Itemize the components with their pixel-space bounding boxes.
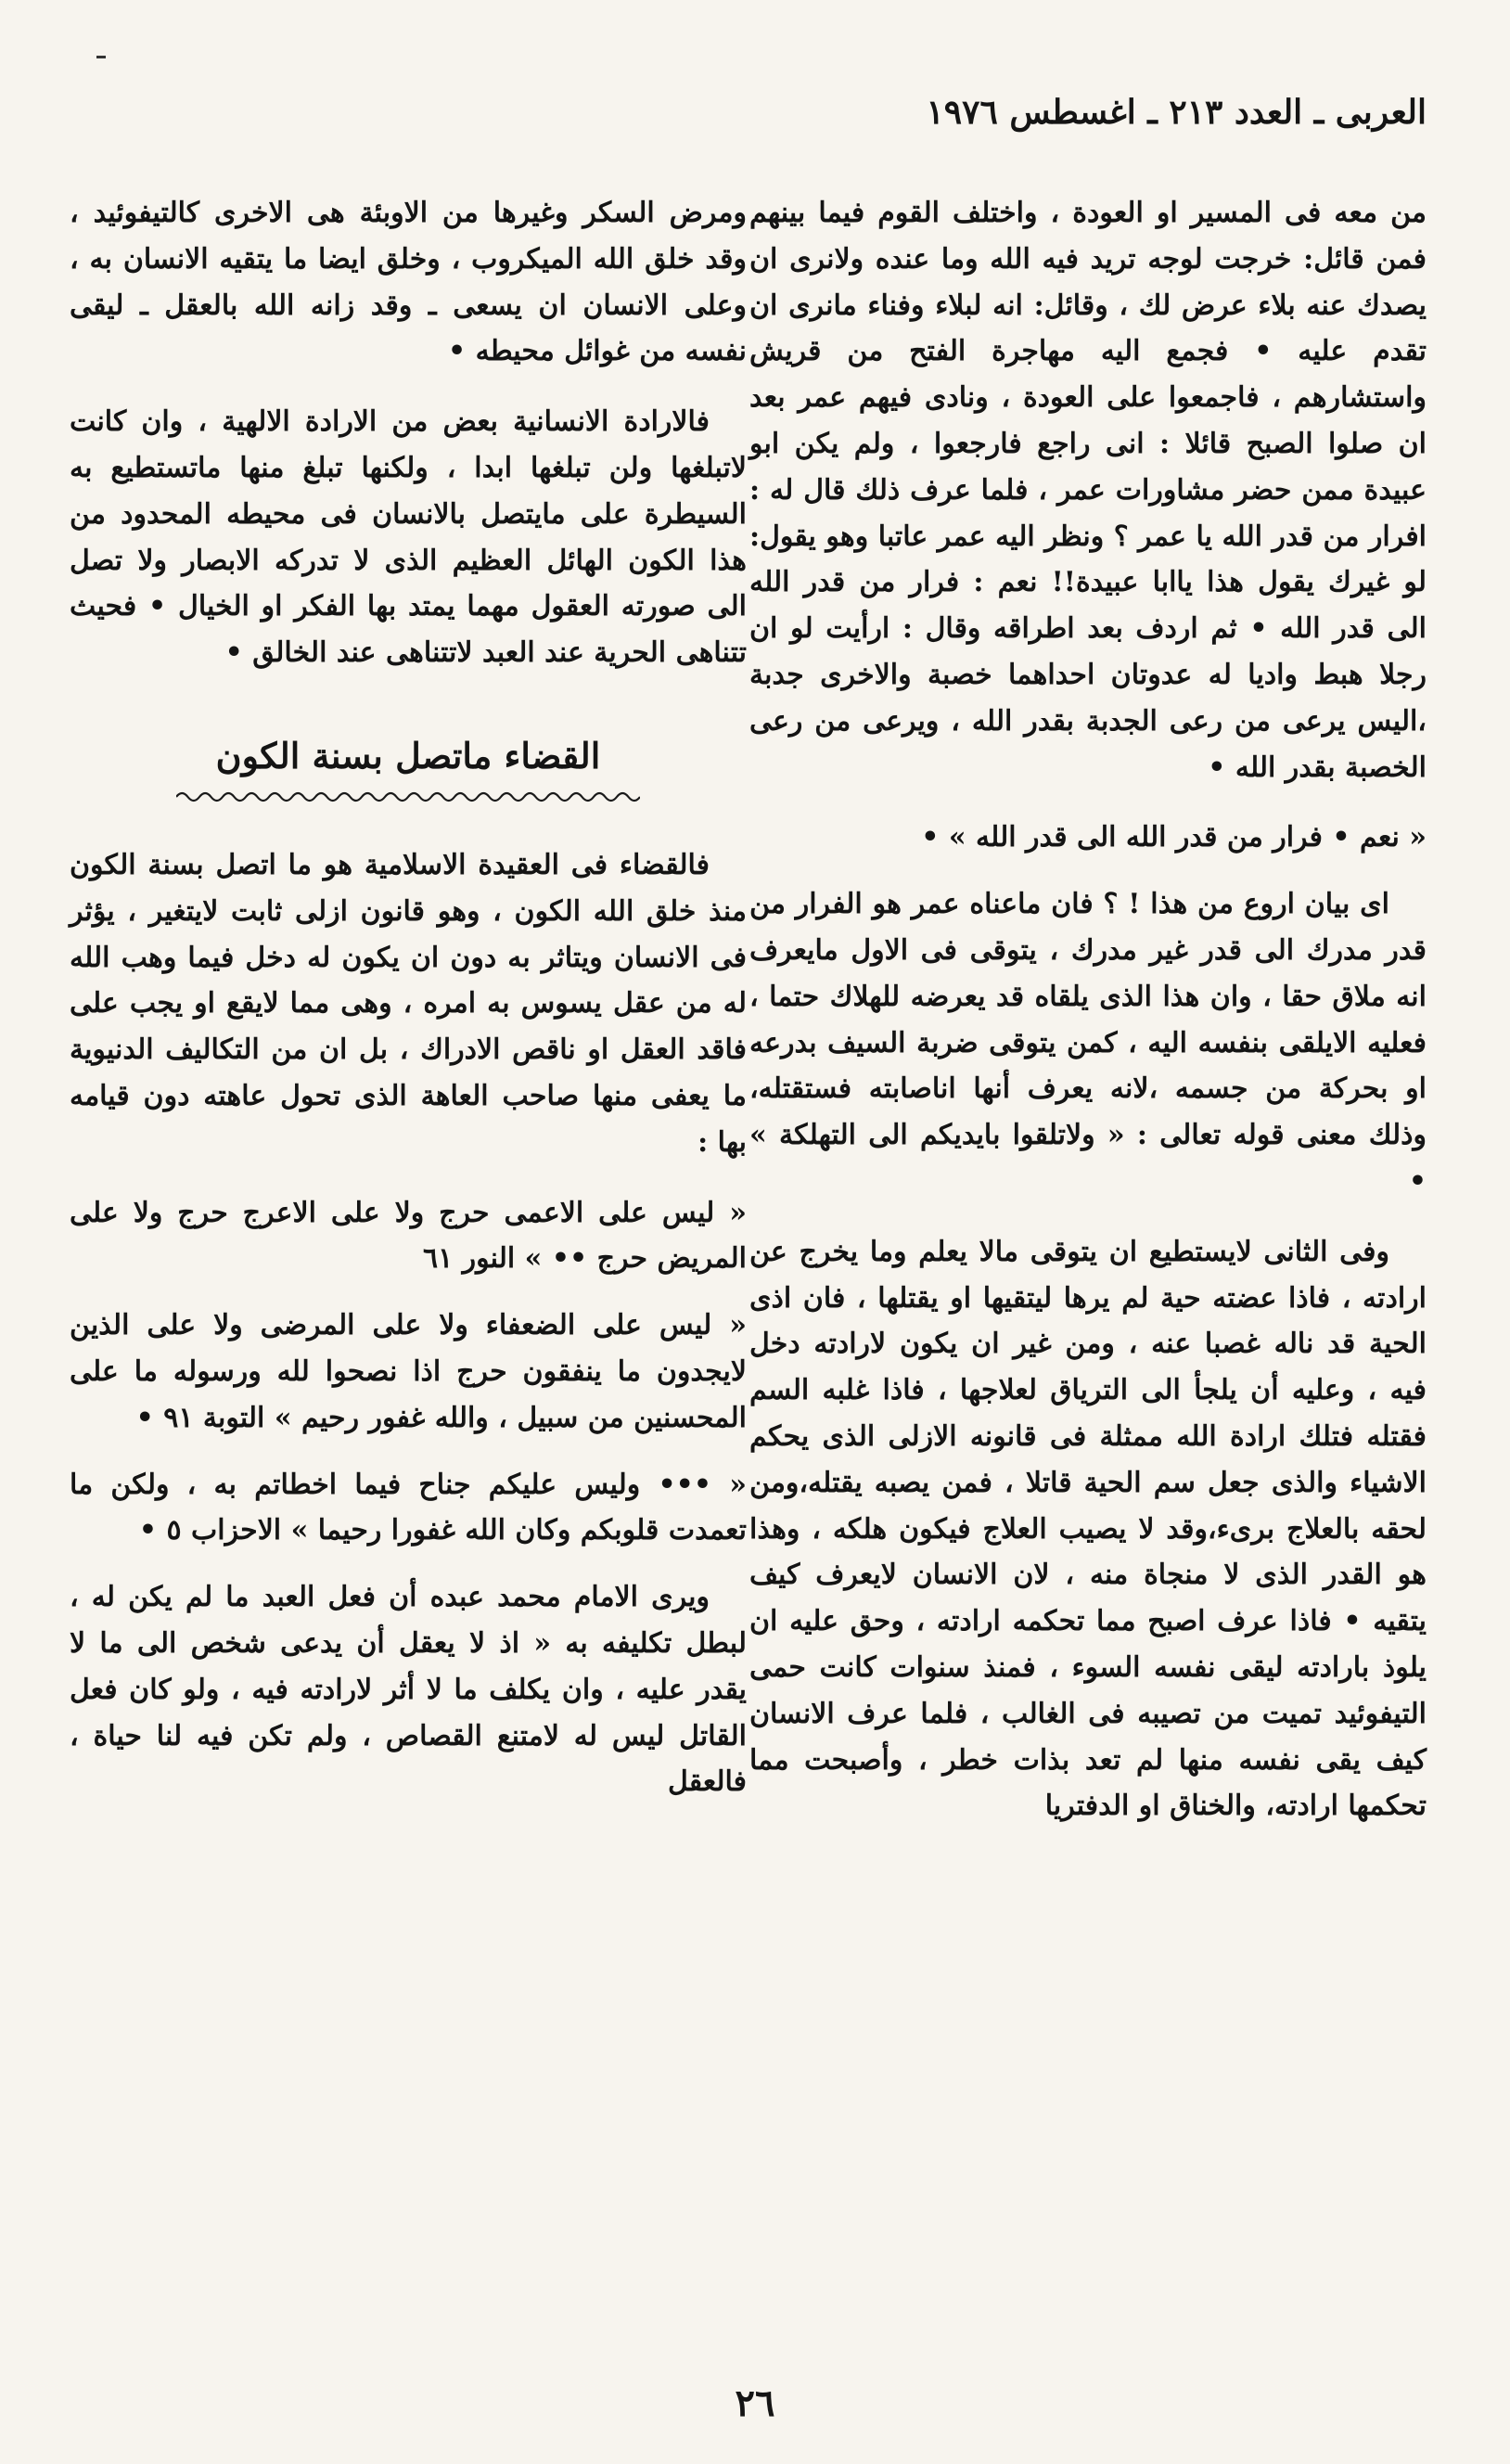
print-speck <box>96 56 106 58</box>
paragraph: ومرض السكر وغيرها من الاوبئة هى الاخرى كالتيفوئيد ، وقد خلق الله الميكروب ، وخلق ايضا ما يتقيه الانسان به ، وعلى الانسان ان يسعى ـ وقد زانه الله بالعقل ـ ليقى نفسه من غوائل محيطه • <box>70 197 747 368</box>
running-header: العربى ـ العدد ٢١٣ ـ اغسطس ١٩٧٦ <box>926 93 1427 132</box>
quote-paragraph: « ليس على الاعمى حرج ولا على الاعرج حرج ولا على المريض حرج •• » النور ٦١ <box>70 1196 747 1276</box>
left-column <box>70 190 747 1829</box>
paragraph: ويرى الامام محمد عبده أن فعل العبد ما لم يكن له ، لبطل تكليفه به « اذ لا يعقل أن يدعى شخص الى ما لا يقدر عليه ، وان يكلف ما لا أثر لارادته فيه ، ولو كان فعل القاتل ليس له لامتنع القصاص ، ولم تكن فيه لنا حياة ، فالعقل <box>70 1581 747 1799</box>
paragraph: من معه فى المسير او العودة ، واختلف القوم فيما بينهم فمن قائل: خرجت لوجه تريد فيه الله وما عنده ولانرى ان يصدك عنه بلاء عرض لك ، وقائل: انه لبلاء وفناء مانرى ان تقدم عليه • فجمع اليه مهاجرة الفتح من قريش واستشارهم ، فاجمعوا على العودة ، ونادى فيهم عمر بعد ان صلوا الصبح قائلا : انى راجع فارجعوا ، ولم يكن ابو عبيدة ممن حضر مشاورات عمر ، فلما عرف ذلك قال له : افرار من قدر الله يا عمر ؟ ونظر اليه عمر عاتبا وهو يقول: لو غيرك يقول هذا ياابا عبيدة!! نعم : فرار من قدر الله الى قدر الله • ثم اردف بعد اطراقه وقال : ارأيت لو ان رجلا هبط واديا له عدوتان احداهما خصبة والاخرى جدبة ،اليس يرعى من رعى الجدبة بقدر الله ، ويرعى من رعى الخصبة بقدر الله • <box>749 197 1427 784</box>
quote-paragraph: « ليس على الضعفاء ولا على المرضى ولا على الذين لايجدون ما ينفقون حرج اذا نصحوا لله ورسوله ما على المحسنين من سبيل ، والله غفور رحيم » التوبة ٩١ • <box>70 1309 747 1434</box>
quote-paragraph: « ••• وليس عليكم جناح فيما اخطاتم به ، ولكن ما تعمدت قلوبكم وكان الله غفورا رحيما » الاحزاب ٥ • <box>70 1468 747 1547</box>
paragraph: فالقضاء فى العقيدة الاسلامية هو ما اتصل بسنة الكون منذ خلق الله الكون ، وهو قانون ازلى ثابت لايتغير ، يؤثر فى الانسان ويتاثر به دون ان يكون له دخل فيما وهب الله له من عقل يسوس به امره ، وهى مما لايقع او يجب على فاقد العقل او ناقص الادراك ، بل ان من التكاليف الدنيوية ما يعفى منها صاحب العاهة الذى تحول عاهته دون قيامه بها : <box>70 849 747 1159</box>
paragraph: اى بيان اروع من هذا ! ؟ فان ماعناه عمر هو الفرار من قدر مدرك الى قدر غير مدرك ، يتوقى فى الاول مايعرف انه ملاق حقا ، وان هذا الذى يلقاه قد يعرضه للهلاك حتما ، فعليه الايلقى بنفسه اليه ، كمن يتوقى ضربة السيف بدرعه او بحركة من جسمه ،لانه يعرف أنها اناصابته فستقتله، وذلك معنى قوله تعالى : « ولاتلقوا بايديكم الى التهلكة » • <box>749 888 1427 1198</box>
quote-paragraph: « نعم • فرار من قدر الله الى قدر الله » • <box>921 821 1427 854</box>
paragraph: فالارادة الانسانية بعض من الارادة الالهية ، وان كانت لاتبلغها ولن تبلغها ابدا ، ولكنها تبلغ منها ماتستطيع به السيطرة على مايتصل بالانسان فى محيطه المحدود من هذا الكون الهائل العظيم الذى لا تدركه الابصار ولا تصل الى صورته العقول مهما يمتد بها الفكر او الخيال • فحيث تتناهى الحرية عند العبد لاتتناهى عند الخالق • <box>70 405 747 670</box>
wavy-underline <box>176 789 640 805</box>
page-number: ٢٦ <box>735 2381 775 2425</box>
paragraph: وفى الثانى لايستطيع ان يتوقى مالا يعلم وما يخرج عن ارادته ، فاذا عضته حية لم يرها ليتقيها او يقتلها ، فان اذى الحية قد ناله غصبا عنه ، ومن غير ان يكون لارادته دخل فيه ، وعليه أن يلجأ الى الترياق لعلاجها ، فاذا غلبه السم فقتله فتلك ارادة الله ممثلة فى قانونه الازلى الذى يحكم الاشياء والذى جعل سم الحية قاتلا ، فمن يصبه يقتله،ومن لحقه بالعلاج برىء،وقد لا يصيب العلاج فيكون هلكه ، وهذا هو القدر الذى لا منجاة منه ، لان الانسان لايعرف كيف يتقيه • فاذا عرف اصبح مما تحكمه ارادته ، وحق عليه ان يلوذ بارادته ليقى نفسه السوء ، فمنذ سنوات كانت حمى التيفوئيد تميت من تصيبه فى الغالب ، فلما عرف الانسان كيف يقى نفسه منها لم تعد بذات خطر ، وأصبحت مما تحكمها ارادته، والخناق او الدفتريا <box>749 1235 1427 1823</box>
right-column <box>749 190 1427 1854</box>
section-heading: القضاء ماتصل بسنة الكون <box>215 734 601 776</box>
